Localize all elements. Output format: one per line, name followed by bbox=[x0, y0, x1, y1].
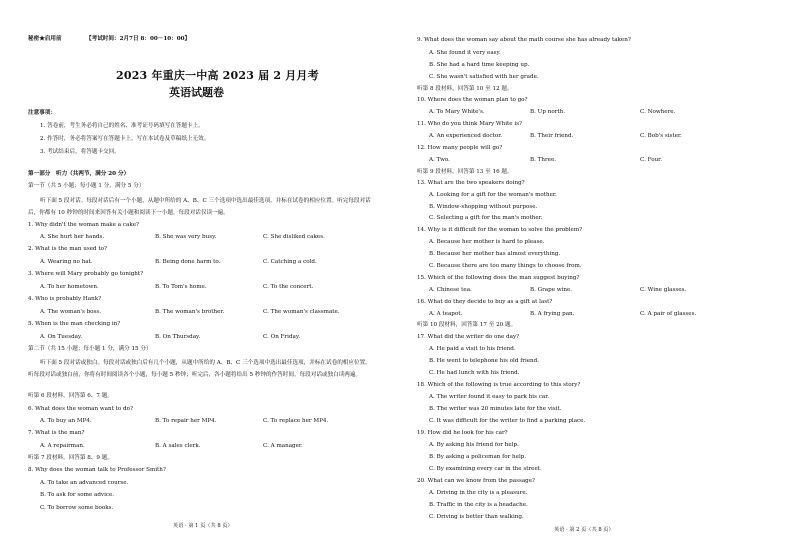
question-18: 18. Which of the following is true according to this story? bbox=[417, 382, 581, 388]
option-b: B. Grape wine. bbox=[530, 287, 573, 293]
option-a: A. A teapot. bbox=[429, 311, 463, 317]
question-13: 13. What are the two speakers doing? bbox=[417, 180, 525, 186]
option-a: A. On Tuesday. bbox=[40, 334, 83, 340]
question-3: 3. Where will Mary probably go tonight? bbox=[28, 271, 144, 277]
option-c: C. Wine glasses. bbox=[640, 287, 687, 293]
option-b: B. Because her mother has almost everything. bbox=[429, 251, 561, 257]
section1-instructions: 听下面 5 段对话。每段对话后有一个小题，从题中所给的 A、B、C 三个选项中选出最佳选项，并标在试卷的相应位置。听完每段对话后，你都有 10 秒钟的时间来回答有关小题和阅读下一小题。每段对话仅读一遍。 bbox=[28, 198, 371, 216]
question-8: 8. Why does the woman talk to Professor Smith? bbox=[28, 467, 166, 473]
option-a: A. To take an advanced course. bbox=[40, 480, 129, 486]
option-b: B. Three. bbox=[530, 157, 557, 163]
option-b: B. She was very busy. bbox=[155, 234, 217, 240]
option-c: C. To replace her MP4. bbox=[263, 418, 329, 424]
option-c: C. A manager. bbox=[263, 443, 303, 449]
question-7: 7. What is the man? bbox=[28, 430, 85, 436]
question-10: 10. Where does the woman plan to go? bbox=[417, 97, 528, 103]
option-a: A. The woman's boss. bbox=[40, 309, 102, 315]
exam-subtitle: 英语试题卷 bbox=[169, 86, 224, 99]
question-1: 1. Why didn't the woman make a cake? bbox=[28, 222, 140, 228]
option-a: A. He paid a visit to his friend. bbox=[429, 346, 516, 352]
option-b: B. Their friend. bbox=[530, 133, 574, 139]
option-c: C. Selecting a gift for the man's mother. bbox=[429, 215, 543, 221]
option-b: B. On Thursday. bbox=[155, 334, 201, 340]
option-a: A. Looking for a gift for the woman's mother. bbox=[429, 192, 557, 198]
option-c: C. By examining every car in the street. bbox=[429, 466, 542, 472]
option-c: C. On Friday. bbox=[263, 334, 301, 340]
question-9: 9. What does the woman say about the math course she has already taken? bbox=[417, 37, 631, 43]
question-15: 15. Which of the following does the man suggest buying? bbox=[417, 275, 580, 281]
question-2: 2. What is the man used to? bbox=[28, 246, 107, 252]
listening-material-7: 听第 7 段材料，回答第 8、9 题。 bbox=[28, 455, 113, 461]
question-11: 11. Who do you think Mary White is? bbox=[417, 121, 523, 127]
option-b: B. Being done harm to. bbox=[155, 259, 221, 265]
option-a: A. To buy an MP4. bbox=[40, 418, 92, 424]
page-footer: 英语 · 第 2 页（共 8 页） bbox=[554, 527, 614, 533]
question-19: 19. How did he look for his car? bbox=[417, 430, 508, 436]
option-a: A. The writer found it easy to park his car. bbox=[429, 394, 550, 400]
option-b: B. The woman's brother. bbox=[155, 309, 225, 315]
section1-heading: 第一节（共 5 小题；每小题 1 分，满分 5 分） bbox=[28, 183, 145, 189]
option-c: C. Four. bbox=[640, 157, 663, 163]
option-c: C. A pair of glasses. bbox=[640, 311, 697, 317]
page-footer: 英语 · 第 1 页（共 8 页） bbox=[173, 523, 233, 529]
option-b: B. A frying pan. bbox=[530, 311, 575, 317]
option-b: B. The writer was 20 minutes late for the visit. bbox=[429, 406, 562, 412]
exam-title: 2023 年重庆一中高 2023 届 2 月月考 bbox=[116, 69, 319, 82]
question-14: 14. Why is it difficult for the woman to solve the problem? bbox=[417, 227, 583, 233]
exam-page-2 bbox=[397, 0, 794, 544]
option-b: B. Traffic in the city is a headache. bbox=[429, 502, 528, 508]
listening-material-8: 听第 8 段材料，回答第 10 至 12 题。 bbox=[417, 86, 513, 92]
option-c: C. Catching a cold. bbox=[263, 259, 317, 265]
option-a: A. To her hometown. bbox=[40, 284, 99, 290]
option-c: C. Bob's sister. bbox=[640, 133, 682, 139]
option-c: C. She disliked cakes. bbox=[263, 234, 325, 240]
option-c: C. He had lunch with his friend. bbox=[429, 370, 520, 376]
listening-material-6: 听第 6 段材料，回答第 6、7 题。 bbox=[28, 393, 113, 399]
option-a: A. Wearing no hat. bbox=[40, 259, 93, 265]
question-6: 6. What does the woman want to do? bbox=[28, 406, 133, 412]
option-b: B. She had a hard time keeping up. bbox=[429, 62, 530, 68]
listening-material-10: 听第 10 段材料，回答第 17 至 20 题。 bbox=[417, 322, 517, 328]
confidential-label: 秘密★启用前 bbox=[28, 36, 62, 42]
option-b: B. Window-shopping without purpose. bbox=[429, 204, 538, 210]
option-b: B. He went to telephone his old friend. bbox=[429, 358, 540, 364]
question-5: 5. When is the man checking in? bbox=[28, 321, 121, 327]
option-b: B. To ask for some advice. bbox=[40, 492, 115, 498]
option-b: B. To Tom's home. bbox=[155, 284, 207, 290]
option-b: B. By asking a policeman for help. bbox=[429, 454, 527, 460]
section2-heading: 第二节（共 15 小题；每小题 1 分，满分 15 分） bbox=[28, 346, 152, 352]
option-c: C. To borrow some books. bbox=[40, 505, 114, 511]
section2-instructions: 听下面 5 段对话或独白。每段对话或独白后有几个小题，从题中所给的 A、B、C 三个选项中选出最佳选项，并标在试卷的相应位置。听每段对话或独白前，你将有时间阅读各个小题，每小题 5 秒钟；听完后，各小题将给出 5 秒钟的作答时间。每段对话或独白读两遍。 bbox=[28, 360, 371, 378]
note-item: 1. 答卷前，考生务必将自己的姓名、准考证号码填写在答题卡上。 bbox=[40, 123, 204, 129]
part1-heading: 第一部分 听力（共两节，满分 20 分） bbox=[28, 171, 130, 177]
note-item: 3. 考试结束后，将答题卡交回。 bbox=[40, 149, 120, 155]
option-c: C. The woman's classmate. bbox=[263, 309, 340, 315]
question-12: 12. How many people will go? bbox=[417, 145, 503, 151]
question-17: 17. What did the writer do one day? bbox=[417, 334, 520, 340]
exam-time: 【考试时间：2月7日 8：00－10：00】 bbox=[86, 36, 191, 42]
option-c: C. To the concert. bbox=[263, 284, 314, 290]
question-16: 16. What do they decide to buy as a gift at last? bbox=[417, 299, 553, 305]
option-a: A. She hurt her hands. bbox=[40, 234, 105, 240]
option-c: C. She wasn't satisfied with her grade. bbox=[429, 74, 539, 80]
option-b: B. To repair her MP4. bbox=[155, 418, 217, 424]
option-a: A. By asking his friend for help. bbox=[429, 442, 519, 448]
option-b: B. A sales clerk. bbox=[155, 443, 201, 449]
option-a: A. An experienced doctor. bbox=[429, 133, 503, 139]
option-a: A. A repairman. bbox=[40, 443, 85, 449]
option-b: B. Up north. bbox=[530, 109, 566, 115]
option-a: A. Chinese tea. bbox=[429, 287, 472, 293]
note-item: 2. 作答时，务必将答案写在答题卡上。写在本试卷及草稿纸上无效。 bbox=[40, 136, 210, 142]
option-a: A. Because her mother is hard to please. bbox=[429, 239, 545, 245]
notes-heading: 注意事项： bbox=[28, 110, 56, 116]
option-c: C. Driving is better than walking. bbox=[429, 514, 524, 520]
option-a: A. She found it very easy. bbox=[429, 50, 501, 56]
question-20: 20. What can we know from the passage? bbox=[417, 478, 536, 484]
listening-material-9: 听第 9 段材料，回答第 13 至 16 题。 bbox=[417, 169, 513, 175]
option-c: C. Because there are too many things to choose from. bbox=[429, 263, 582, 269]
option-a: A. To Mary White's. bbox=[429, 109, 485, 115]
option-c: C. Nowhere. bbox=[640, 109, 676, 115]
option-c: C. It was difficult for the writer to find a parking place. bbox=[429, 418, 586, 424]
option-a: A. Two. bbox=[429, 157, 450, 163]
question-4: 4. Who is probably Hank? bbox=[28, 296, 102, 302]
option-a: A. Driving in the city is a pleasure. bbox=[429, 490, 528, 496]
